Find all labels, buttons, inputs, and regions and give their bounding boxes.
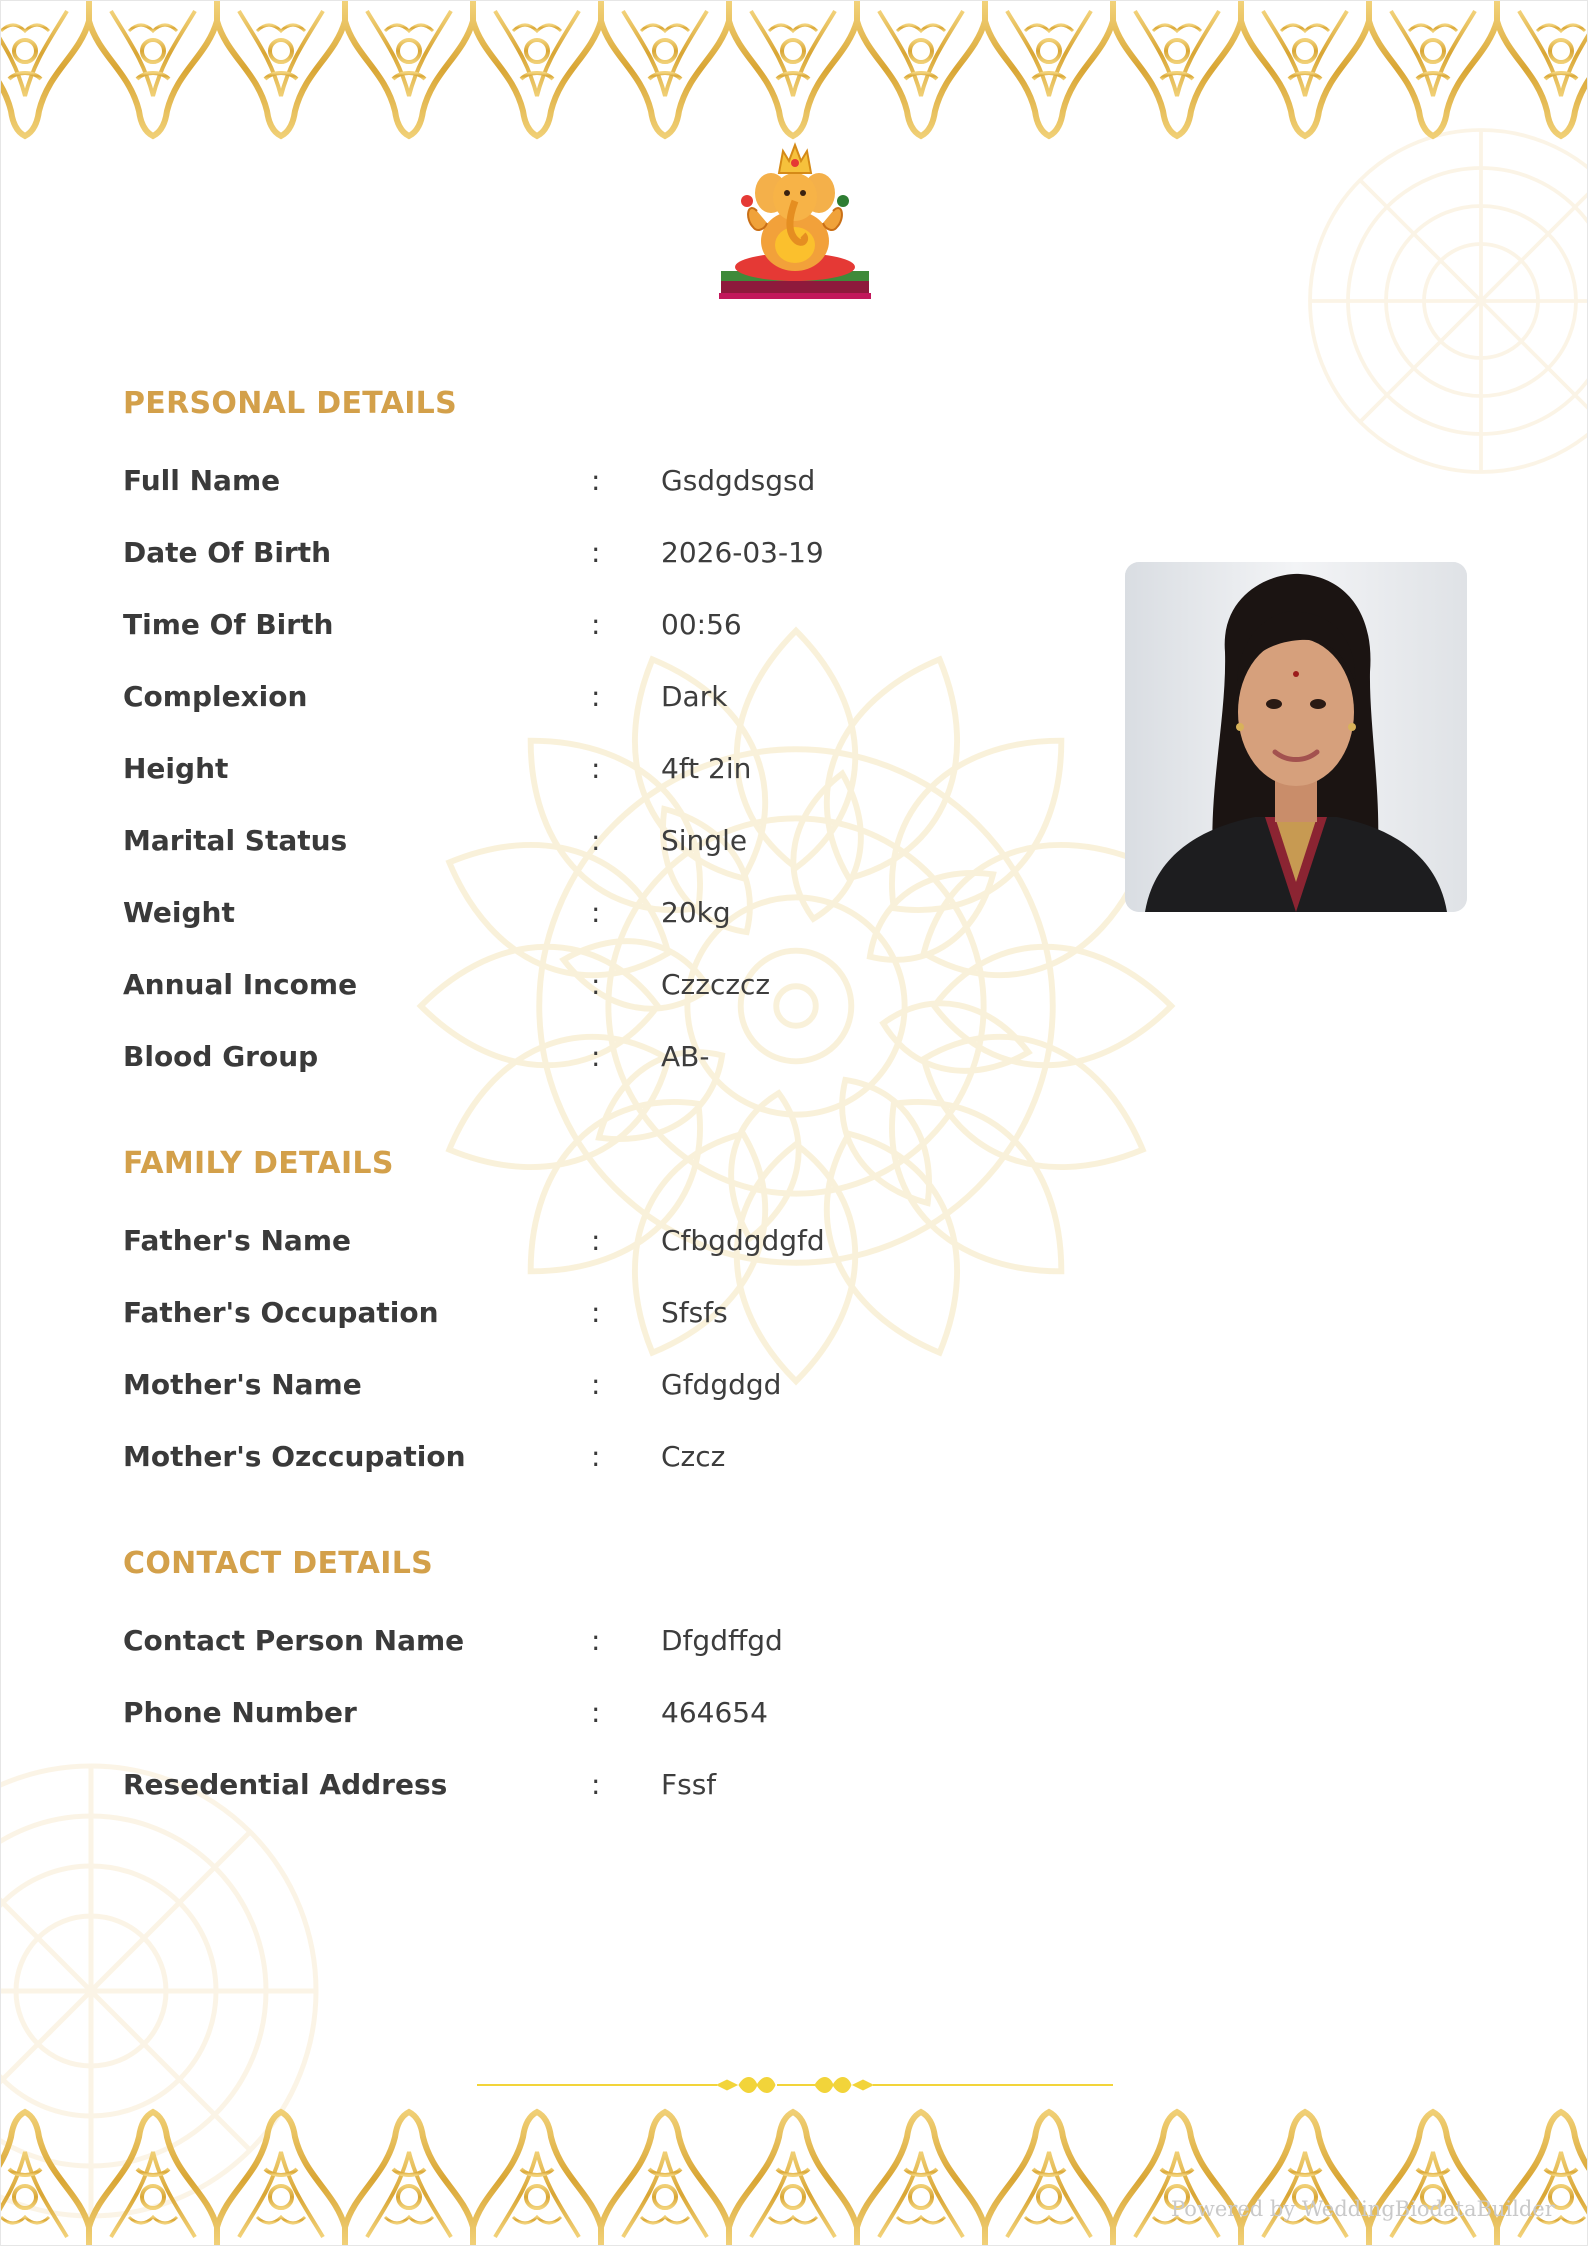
row-label: Contact Person Name [123, 1624, 465, 1657]
detail-row-mothers-name [123, 1365, 1123, 1405]
row-value: Fssf [661, 1768, 717, 1801]
ornamental-divider-icon [477, 2071, 1113, 2099]
row-separator: : [591, 1040, 601, 1073]
detail-row-fathers-occupation [123, 1293, 1123, 1333]
row-value: Sfsfs [661, 1296, 728, 1329]
bottom-ornamental-border [1, 2107, 1588, 2246]
row-value: Gsdgdsgsd [661, 464, 816, 497]
row-separator: : [591, 752, 601, 785]
row-value: Single [661, 824, 748, 857]
detail-row-marital-status [123, 821, 1123, 861]
profile-photo-image [1125, 562, 1467, 912]
row-separator: : [591, 1624, 601, 1657]
row-separator: : [591, 1440, 601, 1473]
powered-by-watermark: Powered by WeddingBiodataBuilder [1171, 2197, 1555, 2221]
row-value: AB- [661, 1040, 710, 1073]
row-label: Complexion [123, 680, 308, 713]
row-separator: : [591, 824, 601, 857]
row-label: Marital Status [123, 824, 348, 857]
row-label: Mother's Name [123, 1368, 362, 1401]
row-value: 00:56 [661, 608, 742, 641]
row-separator: : [591, 1696, 601, 1729]
row-label: Blood Group [123, 1040, 319, 1073]
detail-row-residential-address [123, 1765, 1123, 1805]
detail-row-blood-group [123, 1037, 1123, 1077]
row-value: Dfgdffgd [661, 1624, 783, 1657]
row-separator: : [591, 1768, 601, 1801]
row-separator: : [591, 1368, 601, 1401]
row-value: 20kg [661, 896, 731, 929]
row-label: Resedential Address [123, 1768, 448, 1801]
row-value: Gfdgdgd [661, 1368, 782, 1401]
row-label: Weight [123, 896, 235, 929]
row-separator: : [591, 680, 601, 713]
row-separator: : [591, 896, 601, 929]
row-value: 4ft 2in [661, 752, 752, 785]
row-separator: : [591, 464, 601, 497]
row-label: Phone Number [123, 1696, 357, 1729]
row-value: Czcz [661, 1440, 726, 1473]
detail-row-fathers-name [123, 1221, 1123, 1261]
detail-row-full-name [123, 461, 1123, 501]
row-label: Mother's Ozccupation [123, 1440, 466, 1473]
row-value: Cfbgdgdgfd [661, 1224, 825, 1257]
row-label: Date Of Birth [123, 536, 332, 569]
detail-row-time-of-birth [123, 605, 1123, 645]
row-label: Height [123, 752, 229, 785]
row-label: Father's Occupation [123, 1296, 439, 1329]
profile-photo [1125, 562, 1467, 912]
detail-row-date-of-birth [123, 533, 1123, 573]
detail-row-complexion [123, 677, 1123, 717]
row-value: 2026-03-19 [661, 536, 824, 569]
row-label: Annual Income [123, 968, 358, 1001]
row-separator: : [591, 1224, 601, 1257]
detail-row-phone-number [123, 1693, 1123, 1733]
ganesh-idol-icon [717, 141, 873, 303]
detail-row-weight [123, 893, 1123, 933]
row-value: Czzczcz [661, 968, 771, 1001]
detail-row-contact-person [123, 1621, 1123, 1661]
row-separator: : [591, 536, 601, 569]
row-label: Full Name [123, 464, 281, 497]
family-details-heading: FAMILY DETAILS [123, 1146, 394, 1181]
mandala-background-icon [401, 611, 1191, 1401]
detail-row-height [123, 749, 1123, 789]
personal-details-heading: PERSONAL DETAILS [123, 386, 458, 421]
row-value: Dark [661, 680, 728, 713]
row-value: 464654 [661, 1696, 768, 1729]
row-separator: : [591, 968, 601, 1001]
corner-mandala-icon [1291, 111, 1588, 491]
top-ornamental-border [1, 1, 1588, 141]
row-separator: : [591, 608, 601, 641]
detail-row-annual-income [123, 965, 1123, 1005]
row-separator: : [591, 1296, 601, 1329]
row-label: Father's Name [123, 1224, 351, 1257]
detail-row-mothers-occupation [123, 1437, 1123, 1477]
row-label: Time Of Birth [123, 608, 334, 641]
contact-details-heading: CONTACT DETAILS [123, 1546, 434, 1581]
